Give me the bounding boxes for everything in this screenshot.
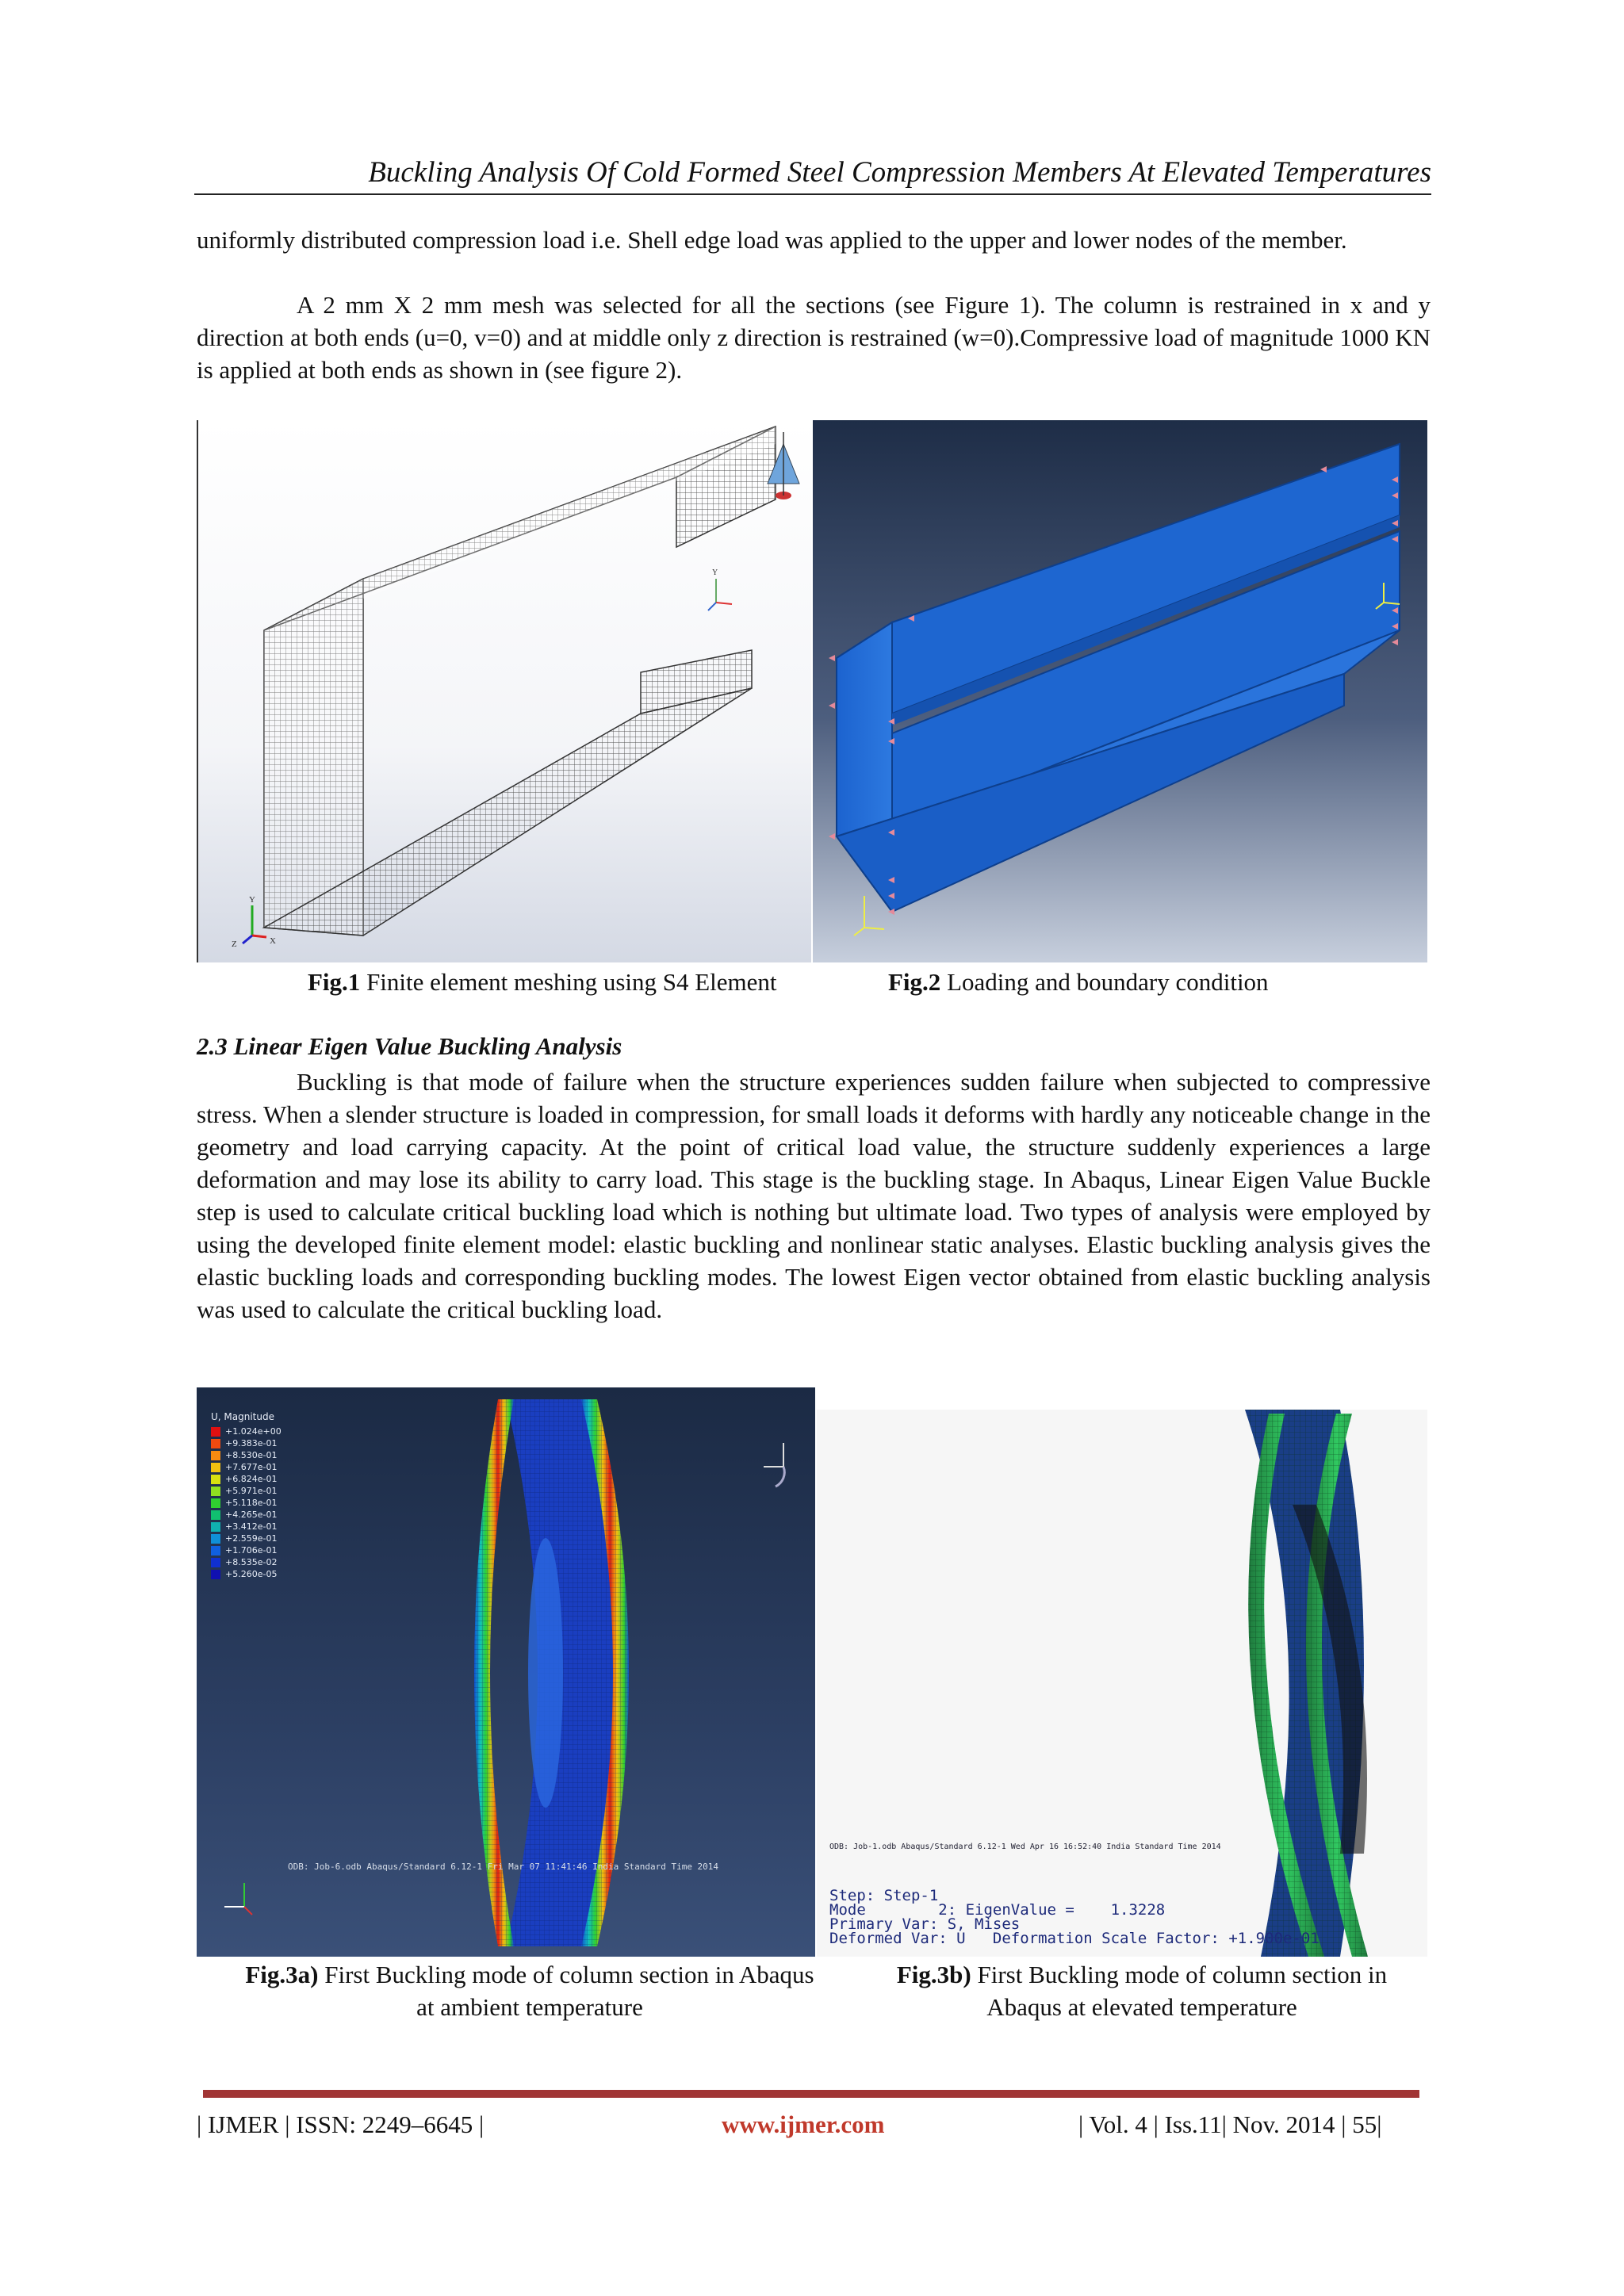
legend-swatch [211, 1451, 220, 1460]
legend-value: +1.024e+00 [225, 1426, 282, 1437]
legend-swatch [211, 1510, 220, 1520]
figure-1-label: Fig.1 [308, 968, 361, 996]
svg-text:X: X [270, 936, 276, 946]
legend-swatch [211, 1546, 220, 1556]
figure-2-label: Fig.2 [888, 968, 941, 996]
footer-journal-info: | IJMER | ISSN: 2249–6645 | [197, 2110, 485, 2138]
primary-var-line: Primary Var: S, Mises [829, 1915, 1021, 1933]
figure-3b-image [817, 1410, 1427, 1957]
mode-line: Mode 2: EigenValue = 1.3228 [829, 1901, 1166, 1919]
section-heading: 2.3 Linear Eigen Value Buckling Analysis [197, 1032, 622, 1060]
figure-3a-image [197, 1387, 815, 1957]
legend-value: +6.824e-01 [225, 1474, 278, 1484]
legend-swatch [211, 1498, 220, 1508]
figure-2-loading-image [813, 420, 1427, 962]
paragraph-buckling-analysis: Buckling is that mode of failure when the structure experiences sudden failure when subjected to compressive stress. When a slender structure is loaded in compression, for small loads it deforms with hardly any noticeable change in the geometry and load carrying capacity. At the point of critical load value, the structure suddenly experiences a large deformation and may lose its ability to carry load. This stage is the buckling stage. In Abaqus, Linear Eigen Value Buckle step is used to calculate critical buckling load which is nothing but ultimate load. Two types of analysis were employed by using the developed finite element model: elastic buckling and nonlinear static analyses. Elastic buckling analysis gives the elastic buckling loads and corresponding buckling modes. The lowest Eigen vector obtained from elastic buckling analysis was used to calculate the critical buckling load. [197, 1068, 1431, 1323]
legend-value: +7.677e-01 [225, 1462, 278, 1472]
legend-entry [211, 1425, 282, 1437]
legend-swatch [211, 1558, 220, 1567]
figure-3a-label: Fig.3a) [245, 1961, 319, 1988]
legend-entry [211, 1497, 282, 1509]
figure-3a-caption-line1: First Buckling mode of column section in Abaqus [318, 1961, 814, 1988]
deformed-var-line: Deformed Var: U Deformation Scale Factor: +1.900e-01 [829, 1930, 1320, 1947]
legend-swatch [211, 1570, 220, 1579]
legend-entry [211, 1533, 282, 1544]
figure-3b-caption-line2: Abaqus at elevated temperature [986, 1993, 1297, 2021]
legend-swatch [211, 1439, 220, 1448]
figure-2-caption-text: Loading and boundary condition [940, 968, 1269, 996]
svg-text:Y: Y [712, 568, 718, 577]
legend-entry [211, 1521, 282, 1533]
axis-triad-icon [764, 1443, 784, 1487]
figure-3b-caption [864, 1958, 1419, 2023]
odb-info-text: ODB: Job-6.odb Abaqus/Standard 6.12-1 Fri Mar 07 11:41:46 India Standard Time 2014 [288, 1862, 719, 1872]
figure-3a-caption-line2: at ambient temperature [416, 1993, 643, 2021]
legend-entry [211, 1473, 282, 1485]
legend-swatch [211, 1427, 220, 1437]
legend-entry [211, 1449, 282, 1461]
legend-entry [211, 1509, 282, 1521]
footer-divider [203, 2090, 1419, 2098]
running-header-title: Buckling Analysis Of Cold Formed Steel Compression Members At Elevated Temperatures [368, 156, 1431, 189]
paragraph-mesh-description: A 2 mm X 2 mm mesh was selected for all the sections (see Figure 1). The column is restrained in x and y direction at both ends (u=0, v=0) and at middle only z direction is restrained (w=0).Compressive load of magnitude 1000 KN is applied at both ends as shown in (see figure 2). [197, 291, 1431, 384]
color-legend [211, 1411, 282, 1580]
legend-value: +1.706e-01 [225, 1545, 278, 1556]
legend-value: +2.559e-01 [225, 1533, 278, 1544]
figure-3b-caption-line1: First Buckling mode of column section in [971, 1961, 1388, 1988]
paragraph-load-description: uniformly distributed compression load i.e. Shell edge load was applied to the upper and lower nodes of the member. [197, 226, 1347, 254]
legend-title: U, Magnitude [211, 1411, 274, 1422]
legend-value: +8.535e-02 [225, 1557, 278, 1567]
axis-triad-icon [224, 1883, 252, 1915]
legend-value: +5.260e-05 [225, 1569, 278, 1579]
legend-swatch [211, 1522, 220, 1532]
legend-entry [211, 1485, 282, 1497]
legend-value: +9.383e-01 [225, 1438, 278, 1448]
legend-entry [211, 1461, 282, 1473]
legend-entry [211, 1437, 282, 1449]
legend-entry [211, 1544, 282, 1556]
legend-swatch [211, 1487, 220, 1496]
legend-value: +5.971e-01 [225, 1486, 278, 1496]
figure-2-caption [888, 966, 1269, 998]
abaqus-step-info [829, 1888, 1320, 1946]
odb-info-text: ODB: Job-1.odb Abaqus/Standard 6.12-1 Wed Apr 16 16:52:40 India Standard Time 2014 [829, 1843, 1221, 1851]
svg-text:Y: Y [249, 895, 255, 905]
figure-1-mesh-image [197, 420, 811, 962]
legend-value: +5.118e-01 [225, 1498, 278, 1508]
step-line: Step: Step-1 [829, 1887, 939, 1904]
header-divider [194, 193, 1431, 195]
figure-1-caption-text: Finite element meshing using S4 Element [360, 968, 777, 996]
legend-swatch [211, 1534, 220, 1544]
legend-value: +3.412e-01 [225, 1521, 278, 1532]
legend-swatch [211, 1463, 220, 1472]
legend-entry [211, 1556, 282, 1568]
legend-entry [211, 1568, 282, 1580]
figure-3b-label: Fig.3b) [896, 1961, 971, 1988]
figure-3a-caption [208, 1958, 852, 2023]
legend-value: +4.265e-01 [225, 1510, 278, 1520]
footer-volume-info: | Vol. 4 | Iss.11| Nov. 2014 | 55| [1078, 2110, 1382, 2138]
footer-website-link[interactable]: www.ijmer.com [722, 2110, 885, 2138]
legend-value: +8.530e-01 [225, 1450, 278, 1460]
svg-text:Z: Z [232, 939, 237, 949]
figure-1-caption [308, 966, 777, 998]
legend-swatch [211, 1475, 220, 1484]
